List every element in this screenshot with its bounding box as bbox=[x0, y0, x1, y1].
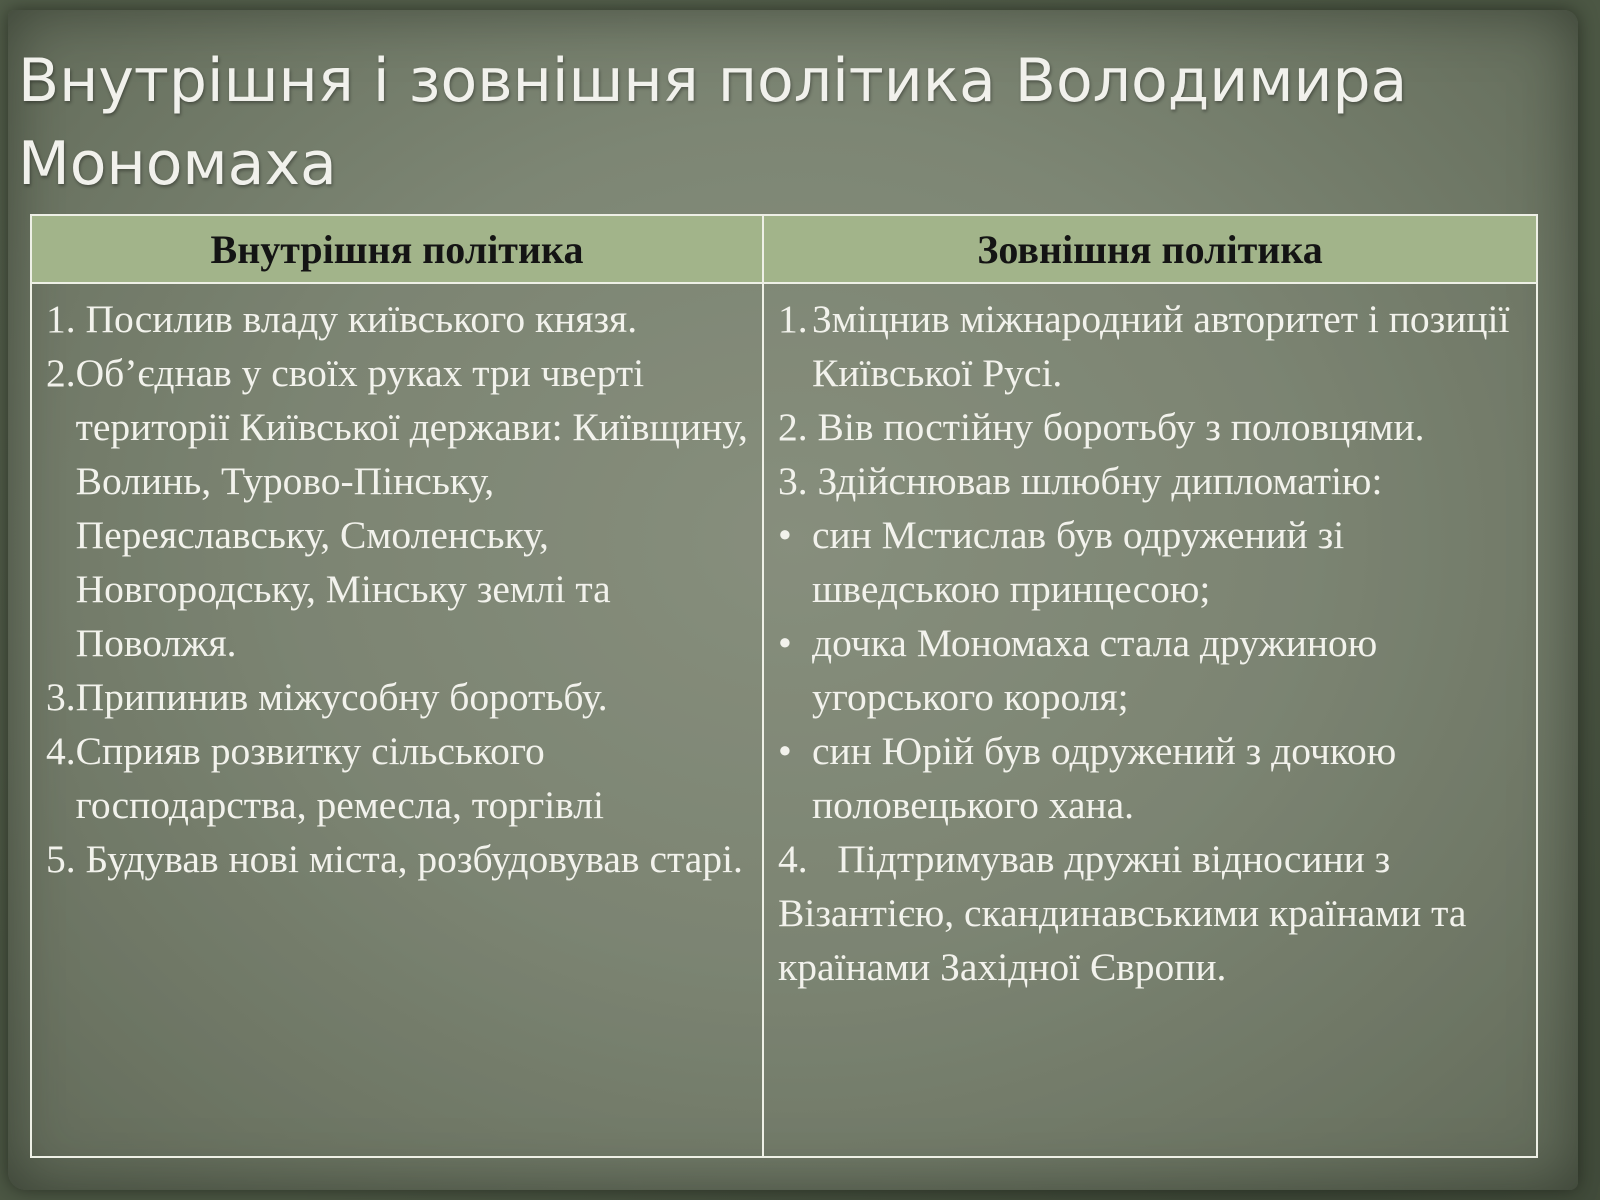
list-item bbox=[46, 670, 748, 724]
list-item-text: Зміцнив міжнародний авторитет і позиції Київської Русі. bbox=[812, 297, 1510, 395]
header-internal-policy: Внутрішня політика bbox=[31, 215, 763, 283]
list-item-text: дочка Мономаха стала дружиною угорського короля; bbox=[812, 621, 1378, 719]
internal-policy-cell bbox=[31, 283, 763, 1157]
list-number: 3. bbox=[778, 459, 818, 503]
list-item-text: Будував нові міста, розбудовував старі. bbox=[85, 837, 743, 881]
list-item bbox=[46, 346, 748, 670]
list-item bbox=[778, 454, 1522, 508]
list-item-text: Вів постійну боротьбу з половцями. bbox=[817, 405, 1425, 449]
bullet-icon: • bbox=[778, 729, 792, 773]
list-item-text: Здійснював шлюбну дипломатію: bbox=[817, 459, 1383, 503]
bullet-item bbox=[778, 508, 1522, 616]
list-item bbox=[778, 292, 1522, 400]
list-item-text: Припинив міжусобну боротьбу. bbox=[75, 675, 608, 719]
bullet-item bbox=[778, 616, 1522, 724]
list-number: 1. bbox=[46, 297, 86, 341]
list-number: 2. bbox=[46, 351, 76, 395]
policy-table bbox=[30, 214, 1538, 1158]
bullet-icon: • bbox=[778, 513, 792, 557]
header-external-policy: Зовнішня політика bbox=[763, 215, 1537, 283]
list-number: 5. bbox=[46, 837, 86, 881]
list-item-text: Об’єднав у своїх руках три чверті території Київської держави: Київщину, Волинь, Турово-Пінську, Переяславську, Смоленську, Новгородську, Мінську землі та Поволжя. bbox=[75, 351, 748, 665]
slide-title: Внутрішня і зовнішня політика Володимира Мономаха bbox=[18, 46, 1408, 199]
list-item bbox=[46, 292, 748, 346]
list-number: 2. bbox=[778, 405, 818, 449]
list-item bbox=[46, 832, 748, 886]
list-item-text: син Мстислав був одружений зі шведською принцесою; bbox=[812, 513, 1345, 611]
list-item bbox=[778, 832, 1522, 994]
bullet-icon: • bbox=[778, 621, 792, 665]
list-item bbox=[778, 400, 1522, 454]
bullet-item bbox=[778, 724, 1522, 832]
table-header-row bbox=[31, 215, 1537, 283]
list-item-text: син Юрій був одружений з дочкою половецького хана. bbox=[812, 729, 1397, 827]
list-number: 3. bbox=[46, 675, 76, 719]
table-row bbox=[31, 283, 1537, 1157]
list-item-text: Підтримував дружні відносини з Візантією, скандинавськими країнами та країнами Західної Європи. bbox=[778, 837, 1467, 989]
list-number: 4. bbox=[778, 837, 838, 881]
list-item-text: Сприяв розвитку сільського господарства, ремесла, торгівлі bbox=[75, 729, 604, 827]
list-item-text: Посилив владу київського князя. bbox=[85, 297, 638, 341]
external-policy-cell bbox=[763, 283, 1537, 1157]
list-number: 4. bbox=[46, 729, 76, 773]
list-number: 1. bbox=[778, 297, 818, 341]
list-item bbox=[46, 724, 748, 832]
